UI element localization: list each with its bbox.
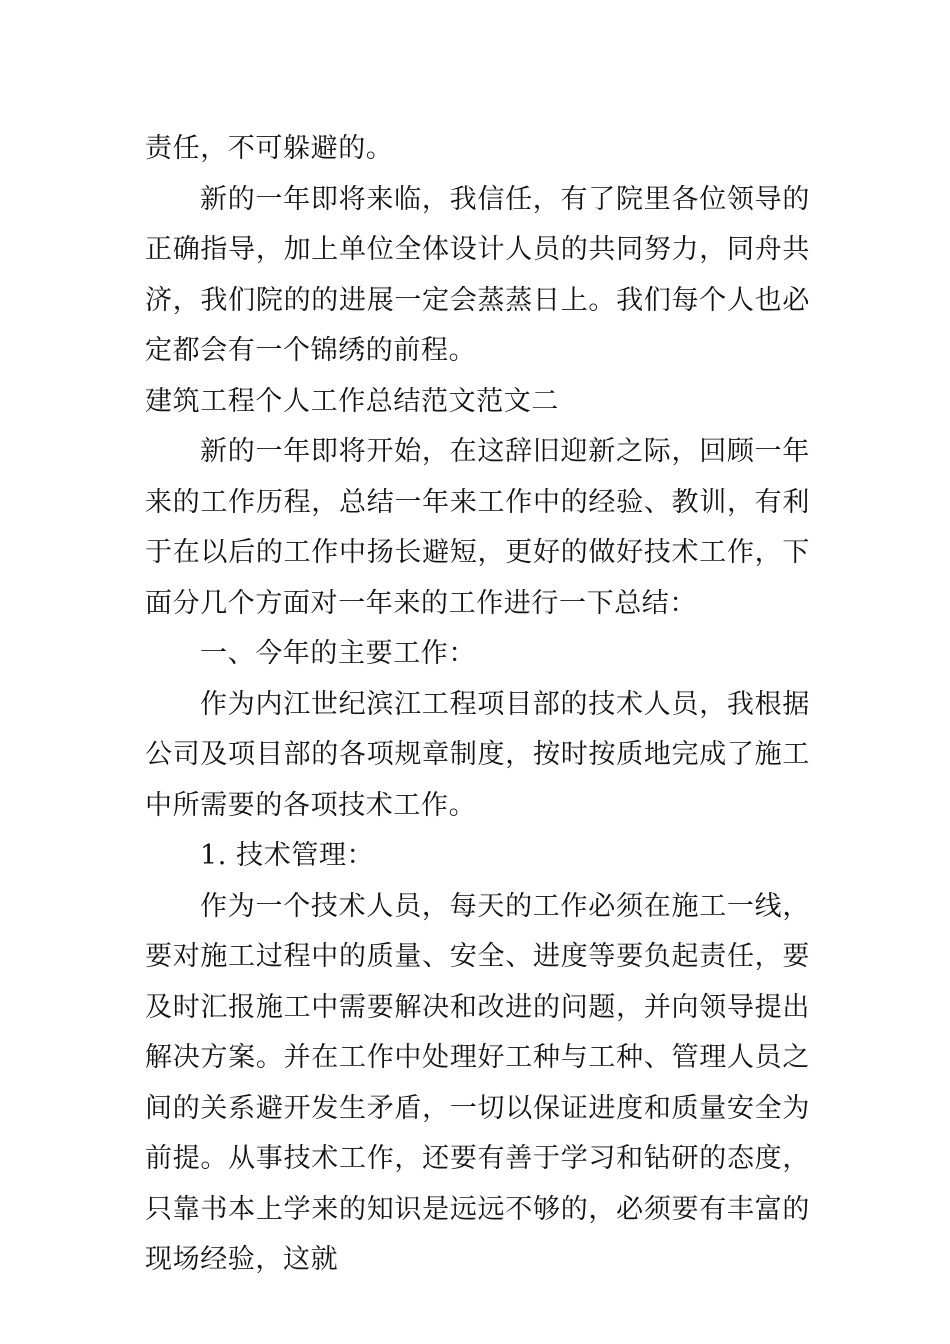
paragraph-technical-management: 作为一个技术人员，每天的工作必须在施工一线，要对施工过程中的质量、安全、进度等要负起责任，要及时汇报施工中需要解决和改进的问题，并向领导提出解决方案。并在工作中处理好工种与工种、管理人员之间的关系避开发生矛盾，一切以保证进度和质量安全为前提。从事技术工作，还要有善于学习和钻研的态度，只靠书本上学来的知识是远远不够的，必须要有丰富的现场经验，这就 — [145, 890, 810, 1275]
paragraph-new-year-outlook: 新的一年即将来临，我信任，有了院里各位领导的正确指导，加上单位全体设计人员的共同努力，同舟共济，我们院的的进展一定会蒸蒸日上。我们每个人也必定都会有一个锦绣的前程。 — [145, 183, 810, 366]
subheading-technical-management: 1. 技术管理： — [200, 840, 375, 871]
paragraph-continuation: 责任，不可躲避的。 — [145, 133, 394, 164]
paragraph-introduction: 新的一年即将开始，在这辞旧迎新之际，回顾一年来的工作历程，总结一年来工作中的经验、教训，有利于在以后的工作中扬长避短，更好的做好技术工作，下面分几个方面对一年来的工作进行一下总结： — [145, 436, 810, 619]
section-title: 建筑工程个人工作总结范文范文二 — [145, 385, 559, 417]
document-body — [145, 124, 810, 1286]
subheading-main-work: 一、今年的主要工作： — [200, 638, 476, 669]
paragraph-role-description: 作为内江世纪滨江工程项目部的技术人员，我根据公司及项目部的各项规章制度，按时按质地完成了施工中所需要的各项技术工作。 — [145, 688, 810, 821]
